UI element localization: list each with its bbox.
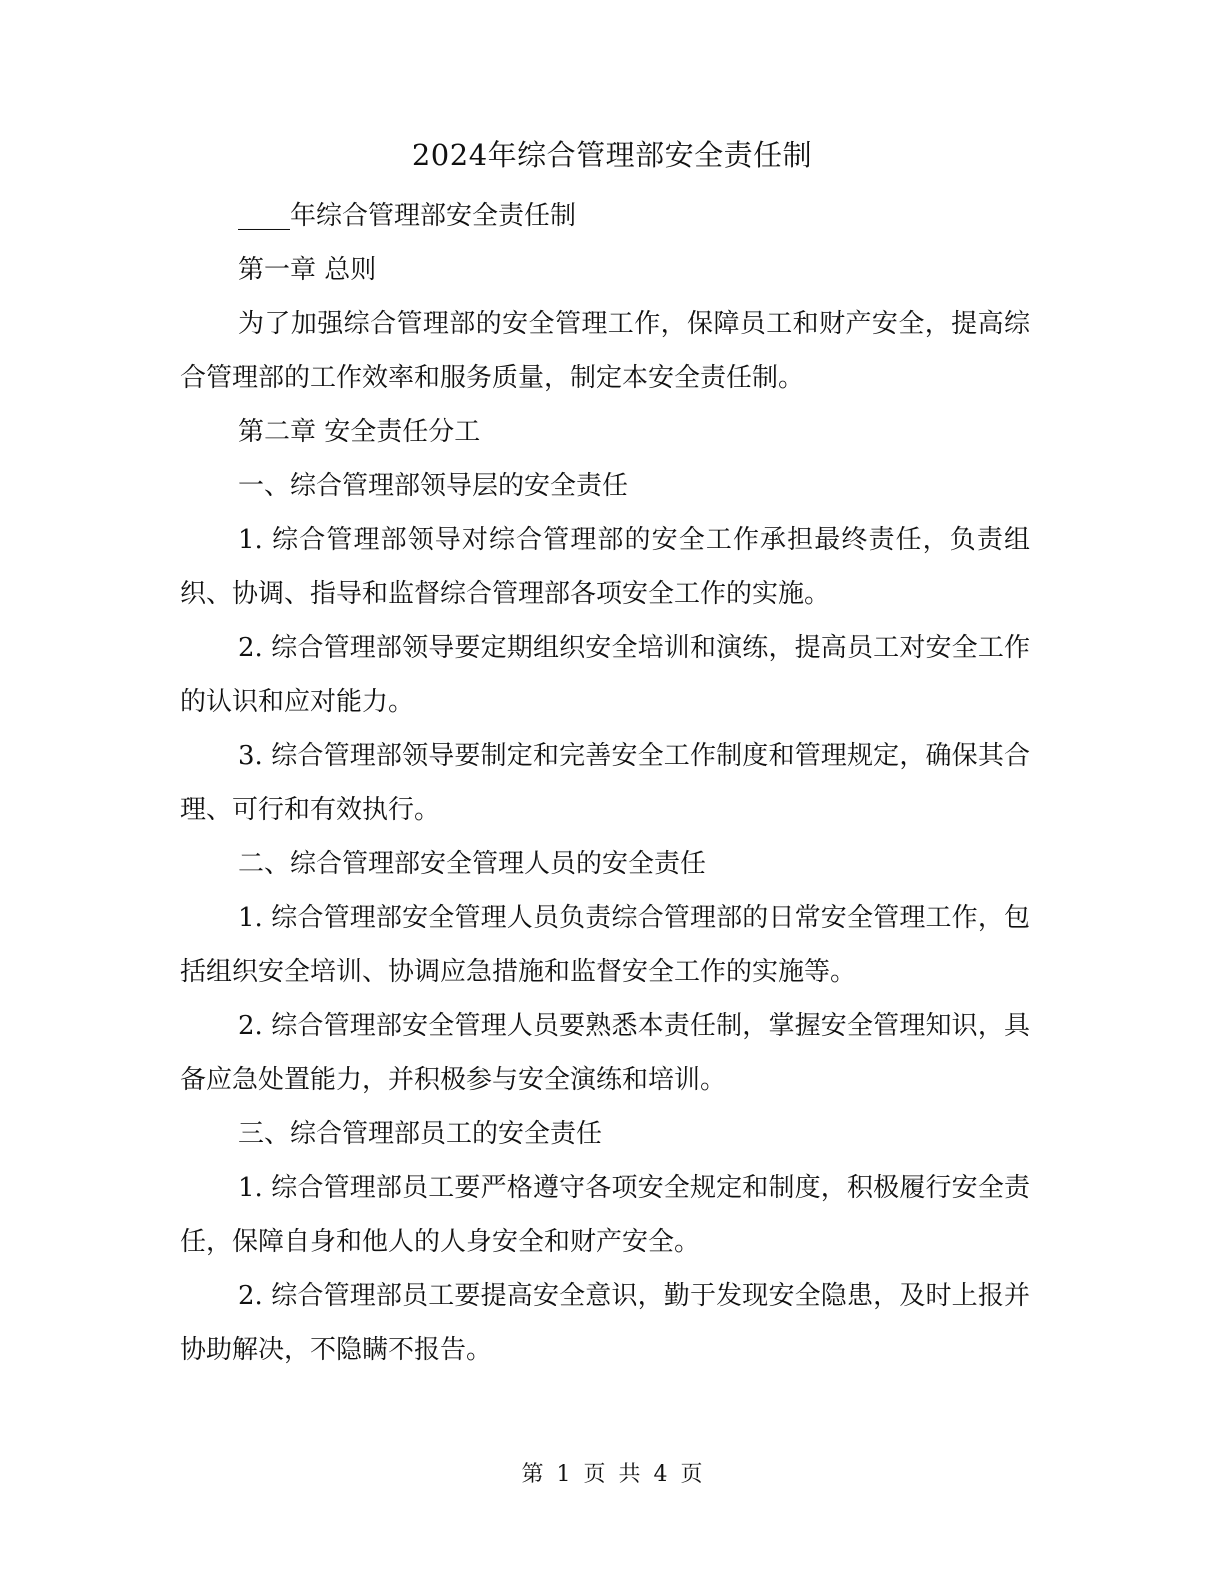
document-body [180,189,1030,1377]
paragraph-subtitle: ____年综合管理部安全责任制 [238,201,577,231]
chapter-two-heading: 第二章 安全责任分工 [238,417,481,447]
section-employees-heading: 三、综合管理部员工的安全责任 [238,1119,603,1149]
leadership-item-1: 1. 综合管理部领导对综合管理部的安全工作承担最终责任，负责组织、协调、指导和监督综合管理部各项安全工作的实施。 [180,525,1030,609]
document-title: 2024年综合管理部安全责任制 [411,138,813,172]
leadership-item-3: 3. 综合管理部领导要制定和完善安全工作制度和管理规定，确保其合理、可行和有效执行。 [180,741,1030,825]
section-leadership-heading: 一、综合管理部领导层的安全责任 [238,471,629,501]
safety-staff-item-1: 1. 综合管理部安全管理人员负责综合管理部的日常安全管理工作，包括组织安全培训、协调应急措施和监督安全工作的实施等。 [180,903,1030,987]
paragraph-purpose: 为了加强综合管理部的安全管理工作，保障员工和财产安全，提高综合管理部的工作效率和服务质量，制定本安全责任制。 [180,309,1030,393]
leadership-item-2: 2. 综合管理部领导要定期组织安全培训和演练，提高员工对安全工作的认识和应对能力。 [180,633,1030,717]
safety-staff-item-2: 2. 综合管理部安全管理人员要熟悉本责任制，掌握安全管理知识，具备应急处置能力，并积极参与安全演练和培训。 [180,1011,1030,1095]
section-safety-staff-heading: 二、综合管理部安全管理人员的安全责任 [238,849,707,879]
page-footer: 第 1 页 共 4 页 [521,1462,703,1487]
chapter-one-heading: 第一章 总则 [238,255,377,285]
employees-item-1: 1. 综合管理部员工要严格遵守各项安全规定和制度，积极履行安全责任，保障自身和他人的人身安全和财产安全。 [180,1173,1030,1257]
employees-item-2: 2. 综合管理部员工要提高安全意识，勤于发现安全隐患，及时上报并协助解决，不隐瞒不报告。 [180,1281,1030,1365]
